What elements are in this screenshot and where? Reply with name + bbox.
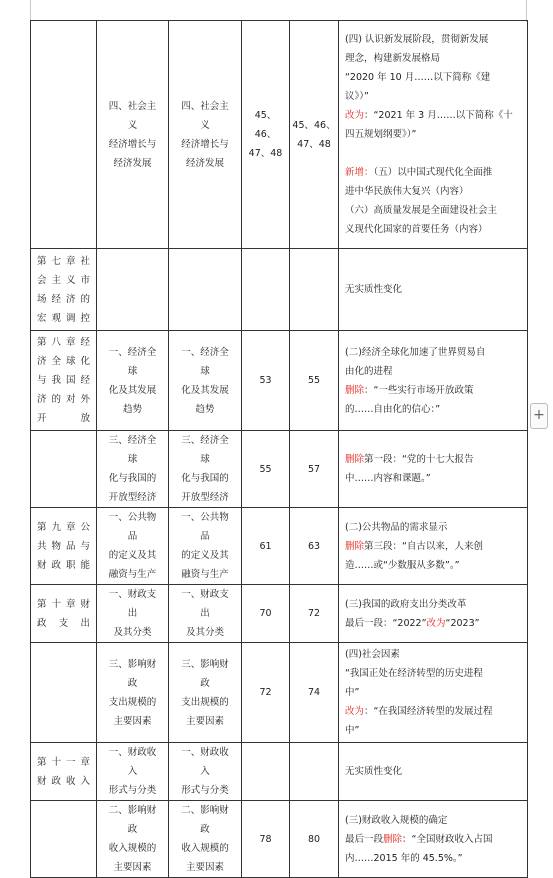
chapter-cell-line: 与我国经	[37, 375, 90, 386]
section-new-cell-line: 主要因素	[185, 715, 224, 727]
chapter-cell-line: 会主义市	[37, 274, 90, 286]
note-line	[345, 664, 521, 683]
section-new-cell-line: 的定义及其	[181, 550, 229, 561]
note-line	[345, 280, 521, 299]
chapter-cell-line: 第九章公	[37, 521, 90, 533]
page-old-cell-line: 53	[259, 375, 272, 386]
section-new-cell-line: 形式与分类	[181, 785, 229, 796]
change-marker: 改为	[345, 706, 365, 717]
section-old-cell	[97, 508, 169, 585]
section-new-cell	[169, 801, 242, 878]
page-new-cell	[290, 643, 339, 743]
page-new-cell	[290, 585, 339, 643]
note-text: 最后一段：“2022”	[345, 617, 427, 629]
note-line	[345, 106, 521, 125]
section-old-cell-line: 三、经济全球	[108, 435, 157, 465]
chapter-cell-line: 共物品与	[37, 540, 90, 552]
page-new-cell	[290, 431, 339, 508]
change-note-cell	[339, 508, 528, 585]
note-text: ：“在我国经济转型的发展过程	[364, 706, 493, 717]
note-text: “2020 年 10 月……以下简称《建	[345, 72, 491, 83]
note-line	[345, 144, 521, 163]
chapter-cell-line: 宏观调控	[37, 312, 90, 324]
change-note-cell	[339, 21, 528, 249]
note-text: 中”	[345, 687, 360, 698]
section-old-cell	[97, 331, 169, 431]
page-new-cell	[290, 331, 339, 431]
note-line	[345, 163, 521, 182]
change-note-cell	[339, 643, 528, 743]
chapter-cell-line: 第十章财	[37, 598, 90, 610]
page-old-cell	[242, 249, 290, 331]
page-new-cell-line: 57	[307, 463, 321, 475]
note-line	[345, 556, 521, 575]
note-text: 进中华民族伟大复兴（内容）	[345, 186, 469, 197]
note-line	[345, 182, 521, 201]
page-old-cell-line: 78	[259, 833, 272, 845]
section-new-cell	[169, 331, 242, 431]
chapter-cell	[31, 743, 97, 801]
page-new-cell	[290, 249, 339, 331]
change-note-cell	[339, 331, 528, 431]
note-text: (四) 认识新发展阶段，贯彻新发展	[345, 34, 489, 45]
section-new-cell-line: 及其分类	[185, 627, 224, 638]
page-new-cell-line: 74	[307, 687, 321, 698]
note-line	[345, 381, 521, 400]
page-old-cell	[242, 508, 290, 585]
note-line	[345, 220, 521, 239]
change-marker: 删除	[383, 833, 403, 845]
section-new-cell-line: 一、公共物品	[181, 512, 229, 542]
section-old-cell-line: 一、经济全球	[108, 346, 157, 377]
note-line	[345, 125, 521, 144]
section-old-cell-line: 的定义及其	[108, 550, 157, 561]
change-marker: 改为	[345, 110, 365, 121]
section-new-cell-line: 一、财政支出	[181, 589, 229, 619]
chapter-cell-line: 财政收入	[37, 775, 90, 787]
chapter-cell	[31, 331, 97, 431]
chapter-cell-line: 场经济的	[37, 293, 90, 305]
chapter-cell	[31, 643, 97, 743]
section-new-cell-line: 经济增长与	[181, 138, 229, 150]
section-new-cell	[169, 643, 242, 743]
note-line	[345, 762, 521, 781]
note-text: 第一段：“党的十七大报告	[364, 454, 474, 465]
page-new-cell-line: 55	[307, 375, 321, 386]
note-text: 四五规划纲要》）”	[345, 129, 417, 140]
section-new-cell-line: 一、财政收入	[181, 747, 229, 777]
section-new-cell	[169, 743, 242, 801]
note-line	[345, 595, 521, 614]
note-line	[345, 49, 521, 68]
note-text: 最后一段	[345, 833, 384, 845]
page-old-cell-line: 45、46、	[254, 110, 277, 140]
section-new-cell-line: 开放型经济	[181, 492, 229, 503]
chapter-cell-line: 财政职能	[37, 559, 90, 571]
page-old-cell	[242, 331, 290, 431]
page-new-cell	[290, 508, 339, 585]
section-new-cell-line: 经济发展	[185, 157, 224, 169]
table-row	[31, 21, 528, 249]
section-old-cell-line: 经济增长与	[108, 138, 157, 150]
note-line	[345, 450, 521, 469]
section-new-cell	[169, 431, 242, 508]
chapter-cell-line: 济全球化	[37, 356, 90, 367]
chapter-cell	[31, 249, 97, 331]
section-old-cell-line: 形式与分类	[108, 785, 157, 796]
note-line	[345, 683, 521, 702]
note-line	[345, 343, 521, 362]
section-new-cell-line: 四、社会主义	[181, 100, 229, 131]
section-new-cell	[169, 21, 242, 249]
section-new-cell	[169, 585, 242, 643]
section-old-cell-line: 主要因素	[113, 715, 152, 727]
section-new-cell-line: 三、影响财政	[181, 658, 229, 689]
note-line	[345, 469, 521, 488]
table-row	[31, 431, 528, 508]
chapter-cell	[31, 431, 97, 508]
note-text: （五）以中国式现代化全面推	[373, 167, 493, 178]
table-row	[31, 801, 528, 878]
section-new-cell-line: 主要因素	[185, 862, 224, 873]
page-new-cell-line: 45、46、	[292, 119, 336, 131]
note-text: 的……自由化的信心：”	[345, 403, 441, 415]
note-line	[345, 400, 521, 419]
page-old-cell	[242, 585, 290, 643]
note-text: 无实质性变化	[345, 284, 403, 295]
note-text: 第三段：“自古以来，人来创	[364, 540, 483, 552]
note-line	[345, 702, 521, 721]
page-old-cell-line: 47、48	[248, 148, 283, 159]
note-text: (三)财政收入规模的确定	[345, 814, 448, 826]
note-text: 议》）”	[345, 91, 369, 102]
note-text: 义现代化国家的首要任务（内容）	[345, 224, 488, 235]
section-old-cell	[97, 431, 169, 508]
table-row	[31, 331, 528, 431]
section-old-cell-line: 主要因素	[113, 862, 152, 873]
page-old-cell-line: 61	[259, 540, 272, 552]
page-new-cell	[290, 21, 339, 249]
note-text: “我国正处在经济转型的历史进程	[345, 668, 483, 679]
section-old-cell	[97, 643, 169, 743]
page-old-cell	[242, 801, 290, 878]
note-line	[345, 518, 521, 537]
chapter-cell-line: 政支出	[37, 617, 90, 629]
section-old-cell-line: 经济发展	[113, 157, 152, 169]
change-marker: 删除	[345, 384, 365, 396]
section-old-cell-line: 四、社会主义	[108, 100, 157, 131]
page-old-cell	[242, 431, 290, 508]
change-marker: 改为	[426, 617, 446, 629]
section-old-cell-line: 收入规模的	[108, 843, 157, 854]
note-line	[345, 68, 521, 87]
table-row	[31, 643, 528, 743]
chapter-cell-line: 济的对外	[37, 394, 90, 405]
section-old-cell-line: 化与我国的	[108, 473, 157, 484]
table-row	[31, 249, 528, 331]
chapter-cell	[31, 21, 97, 249]
table-row	[31, 585, 528, 643]
note-line	[345, 830, 521, 849]
add-button[interactable]: +	[530, 403, 548, 429]
section-old-cell	[97, 743, 169, 801]
change-marker: 新增：	[345, 167, 374, 178]
chapter-cell	[31, 508, 97, 585]
chapter-cell-line: 第十一章	[37, 756, 90, 768]
section-old-cell-line: 融资与生产	[108, 569, 157, 580]
note-text: 中……内容和课题。”	[345, 473, 431, 484]
note-line	[345, 721, 521, 740]
section-old-cell	[97, 21, 169, 249]
note-line	[345, 645, 521, 664]
change-marker: 删除	[345, 540, 365, 552]
revision-table	[30, 20, 528, 878]
change-note-cell	[339, 585, 528, 643]
section-new-cell	[169, 508, 242, 585]
note-text: (二)公共物品的需求显示	[345, 521, 448, 533]
note-text: 中”	[345, 725, 360, 736]
note-text: “2023”	[445, 617, 480, 629]
table-row	[31, 743, 528, 801]
section-new-cell-line: 二、影响财政	[181, 805, 229, 835]
note-text: ：“2021 年 3 月……以下简称《十	[364, 110, 513, 121]
note-text: 造……或“少数服从多数”。”	[345, 559, 460, 571]
note-text: 无实质性变化	[345, 766, 403, 777]
note-text: 由化的进程	[345, 365, 393, 377]
note-text: (四)社会因素	[345, 649, 400, 660]
note-text: 理念，构建新发展格局	[345, 53, 441, 64]
page-old-cell-line: 72	[259, 687, 272, 698]
page-new-cell	[290, 801, 339, 878]
section-old-cell-line: 及其分类	[113, 627, 152, 638]
note-text: 内……2015 年的 45.5%。”	[345, 852, 463, 864]
section-old-cell-line: 二、影响财政	[108, 805, 157, 835]
section-old-cell-line: 三、影响财政	[108, 658, 157, 689]
chapter-cell	[31, 585, 97, 643]
section-old-cell	[97, 585, 169, 643]
note-text: (三)我国的政府支出分类改革	[345, 598, 467, 610]
page-old-cell	[242, 21, 290, 249]
section-old-cell-line: 一、财政收入	[108, 747, 157, 777]
section-new-cell-line: 三、经济全球	[181, 435, 229, 465]
section-new-cell-line: 趋势	[195, 403, 215, 415]
page-old-cell-line: 55	[259, 463, 272, 475]
note-line	[345, 849, 521, 868]
section-new-cell-line: 化与我国的	[181, 473, 229, 484]
note-line	[345, 362, 521, 381]
page-old-cell	[242, 743, 290, 801]
page-new-cell-line: 72	[307, 608, 321, 619]
note-line	[345, 30, 521, 49]
note-text: (二)经济全球化加速了世界贸易自	[345, 346, 486, 358]
chapter-cell-line: 第八章经	[37, 337, 90, 348]
chapter-cell-line: 第七章社	[37, 255, 90, 267]
note-line	[345, 87, 521, 106]
page-old-cell	[242, 643, 290, 743]
note-text: ：“全国财政收入占国	[402, 833, 493, 845]
change-note-cell	[339, 249, 528, 331]
note-line	[345, 201, 521, 220]
section-new-cell-line: 一、经济全球	[181, 346, 229, 377]
section-old-cell-line: 一、财政支出	[108, 589, 157, 619]
chapter-cell	[31, 801, 97, 878]
section-old-cell	[97, 249, 169, 331]
section-new-cell-line: 化及其发展	[181, 384, 229, 396]
section-new-cell-line: 收入规模的	[181, 843, 229, 854]
change-note-cell	[339, 431, 528, 508]
chapter-cell-line: 开放	[37, 413, 90, 424]
section-old-cell-line: 趋势	[122, 403, 142, 415]
page-new-cell	[290, 743, 339, 801]
page-new-cell-line: 63	[307, 540, 321, 552]
change-note-cell	[339, 801, 528, 878]
section-new-cell-line: 融资与生产	[181, 569, 229, 580]
section-old-cell-line: 开放型经济	[108, 492, 157, 503]
change-marker: 删除	[345, 454, 365, 465]
section-old-cell-line: 化及其发展	[108, 384, 157, 396]
section-new-cell-line: 支出规模的	[181, 696, 229, 708]
note-line	[345, 614, 521, 633]
note-text: （六）高质量发展是全面建设社会主	[345, 205, 498, 216]
change-note-cell	[339, 743, 528, 801]
section-new-cell	[169, 249, 242, 331]
section-old-cell-line: 支出规模的	[108, 696, 157, 708]
table-row	[31, 508, 528, 585]
page-old-cell-line: 70	[259, 608, 272, 619]
section-old-cell-line: 一、公共物品	[108, 512, 157, 542]
page-new-cell-line: 80	[307, 833, 321, 845]
note-line	[345, 537, 521, 556]
section-old-cell	[97, 801, 169, 878]
note-text: ：“一些实行市场开放政策	[364, 384, 474, 396]
page-new-cell-line: 47、48	[297, 138, 331, 150]
